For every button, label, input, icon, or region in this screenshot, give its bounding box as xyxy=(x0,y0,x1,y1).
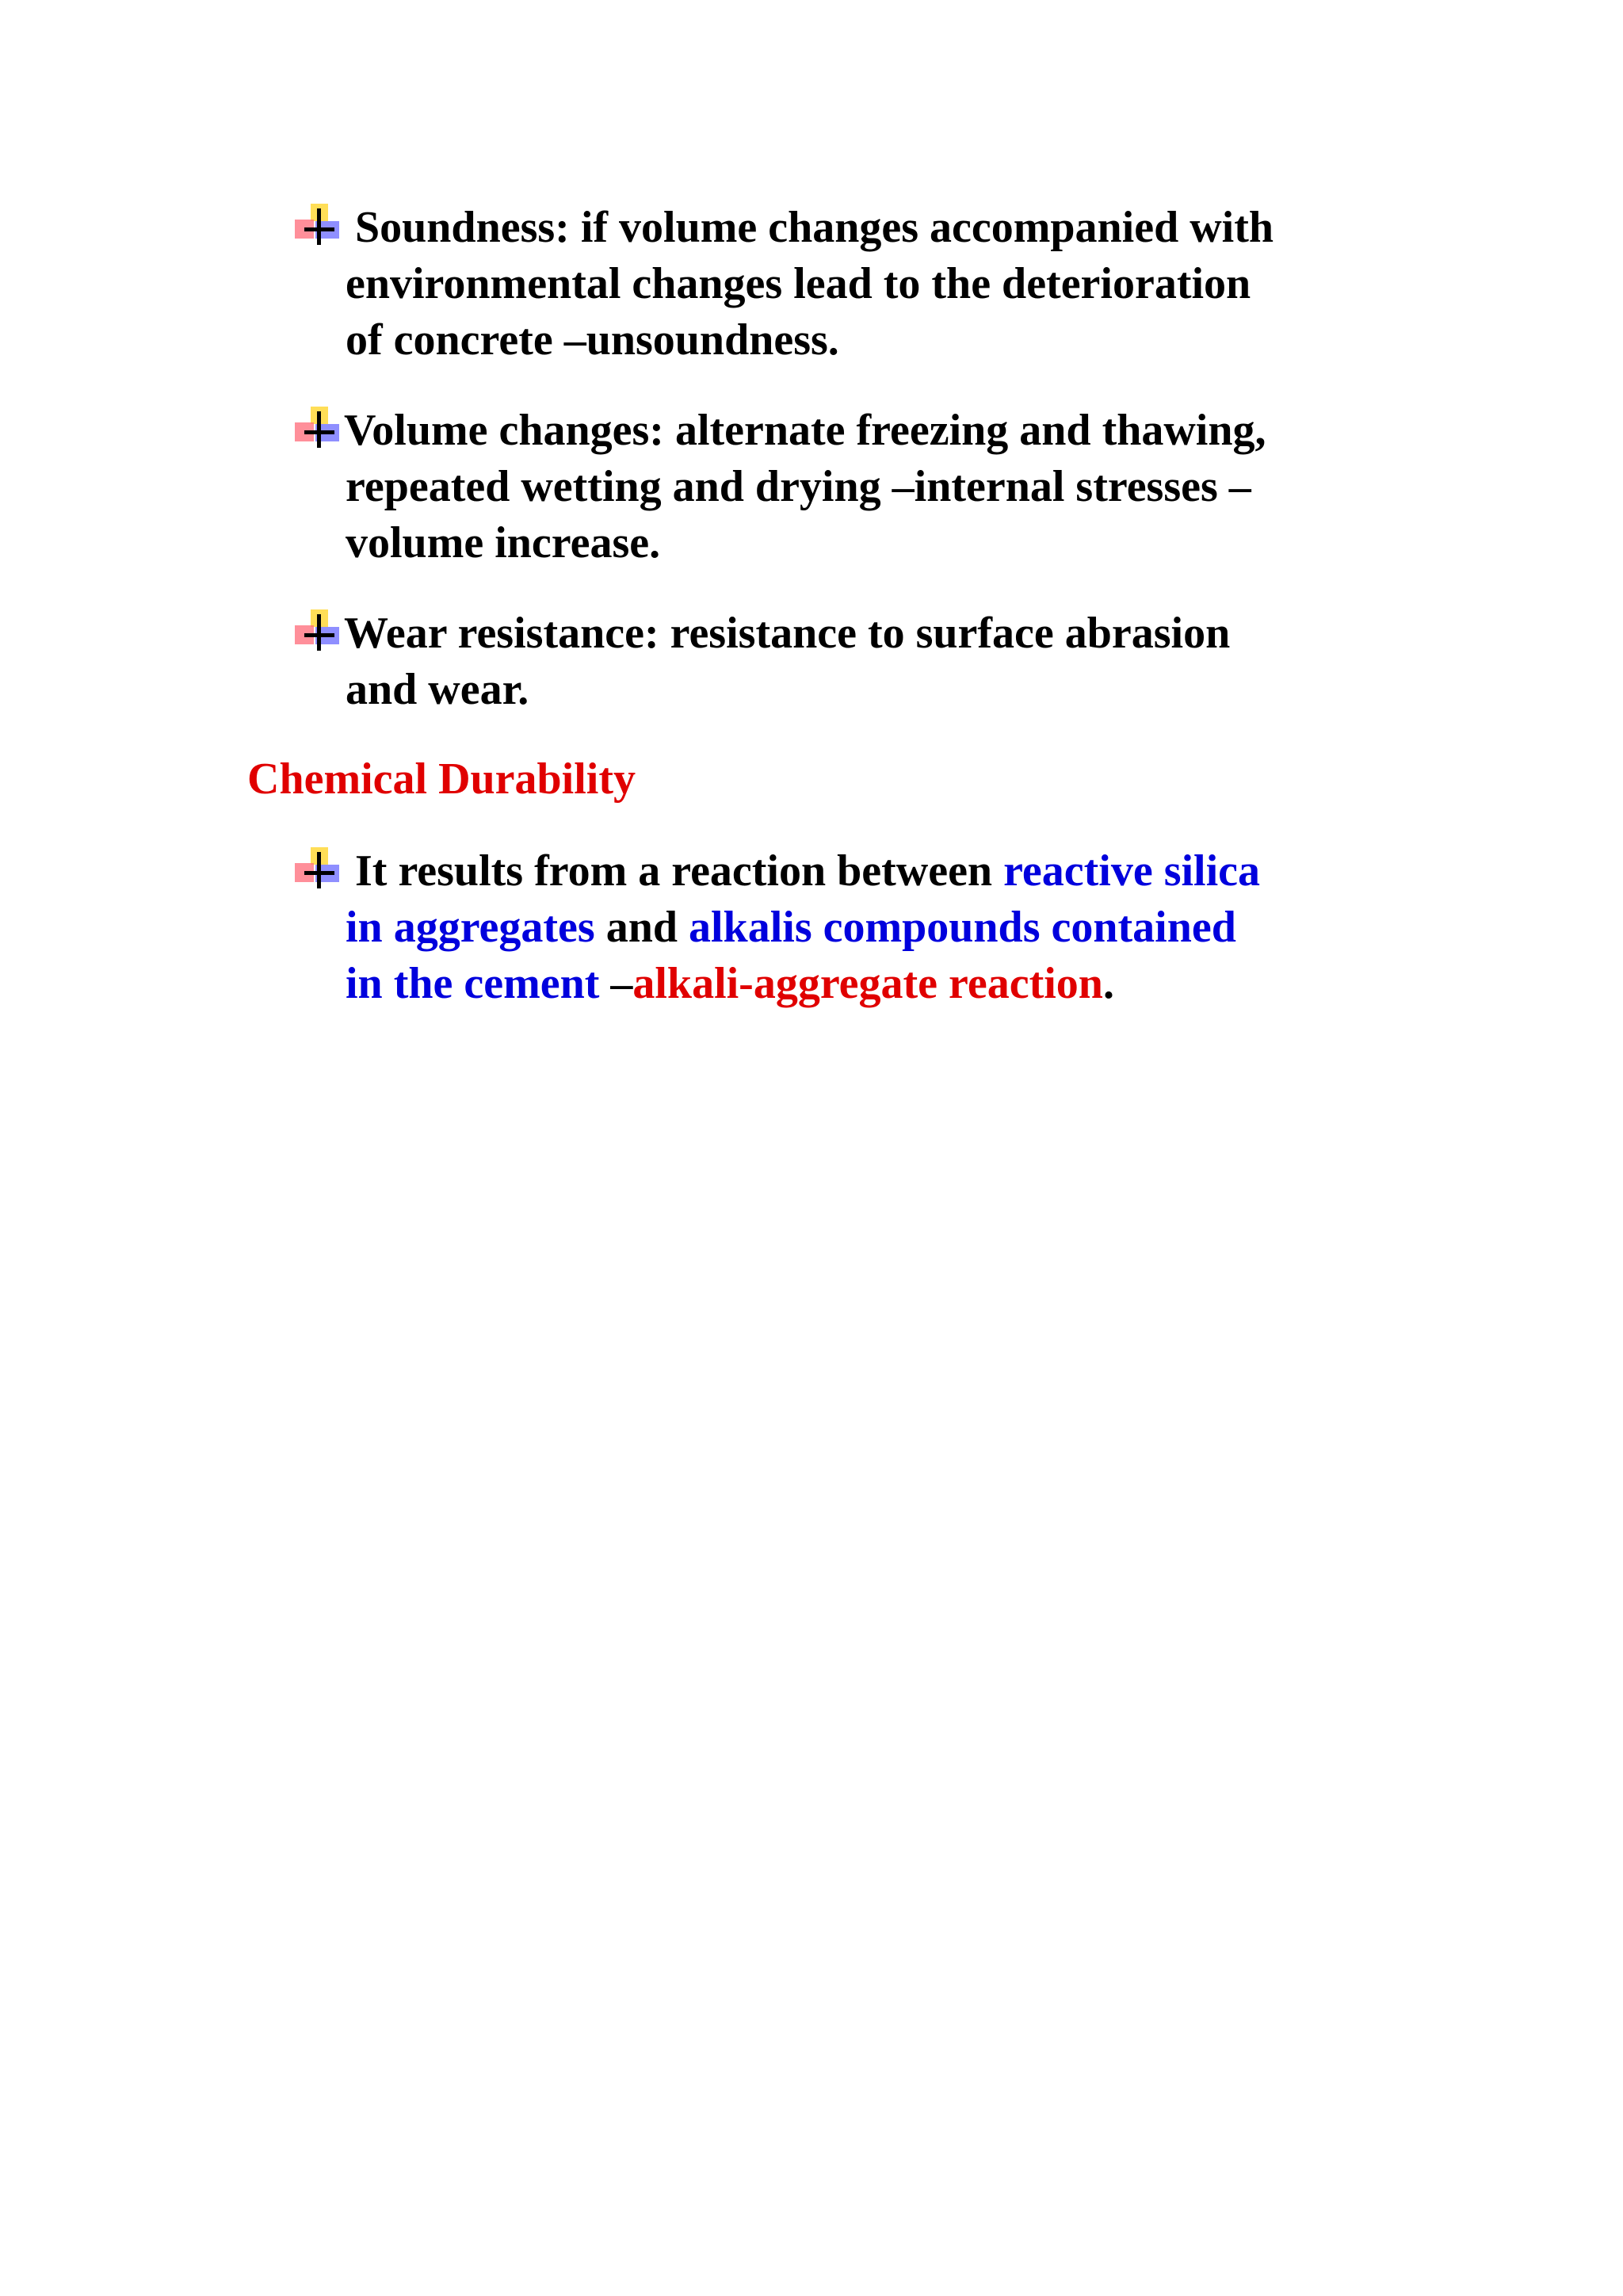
chemical-text-1: It results from a reaction between xyxy=(355,846,1004,896)
soundness-line-2: environmental changes lead to the deterioration xyxy=(346,259,1251,308)
chemical-line-3 xyxy=(295,956,1396,1012)
bullet-volume-changes xyxy=(295,403,1396,571)
soundness-line-3: of concrete –unsoundness. xyxy=(346,315,839,365)
bullet-line xyxy=(295,843,1396,900)
wear-resistance-line-2: and wear. xyxy=(346,665,529,714)
crosshair-bullet-icon xyxy=(295,847,341,890)
soundness-line-1: Soundness: if volume changes accompanied with xyxy=(355,203,1274,252)
in-the-cement-text: in the cement xyxy=(346,959,600,1008)
alkalis-compounds-text: alkalis compounds contained xyxy=(689,903,1236,952)
bullet-soundness xyxy=(295,200,1396,369)
volume-changes-line-1: Volume changes: alternate freezing and thawing, xyxy=(344,406,1266,455)
crosshair-bullet-icon xyxy=(295,609,341,652)
crosshair-bullet-icon xyxy=(295,204,341,246)
section-heading-chemical-durability: Chemical Durability xyxy=(247,755,636,804)
crosshair-bullet-icon xyxy=(295,407,341,449)
bullet-wear-resistance xyxy=(295,606,1396,718)
bullet-alkali-aggregate xyxy=(295,843,1396,1012)
chemical-period: . xyxy=(1102,959,1114,1008)
alkali-aggregate-reaction-text: alkali-aggregate reaction xyxy=(632,959,1103,1008)
volume-changes-line-2: repeated wetting and drying –internal stresses – xyxy=(346,462,1251,511)
wear-resistance-line-1: Wear resistance: resistance to surface abrasion xyxy=(344,609,1231,658)
chemical-dash: – xyxy=(599,959,633,1008)
reactive-silica-text: reactive silica xyxy=(1003,846,1261,896)
bullet-line xyxy=(295,606,1396,662)
in-aggregates-text: in aggregates xyxy=(346,903,595,952)
chemical-text-and: and xyxy=(594,903,689,952)
volume-changes-line-3: volume increase. xyxy=(346,518,661,567)
bullet-line xyxy=(295,200,1396,256)
chemical-line-2 xyxy=(295,900,1396,956)
bullet-line xyxy=(295,403,1396,459)
